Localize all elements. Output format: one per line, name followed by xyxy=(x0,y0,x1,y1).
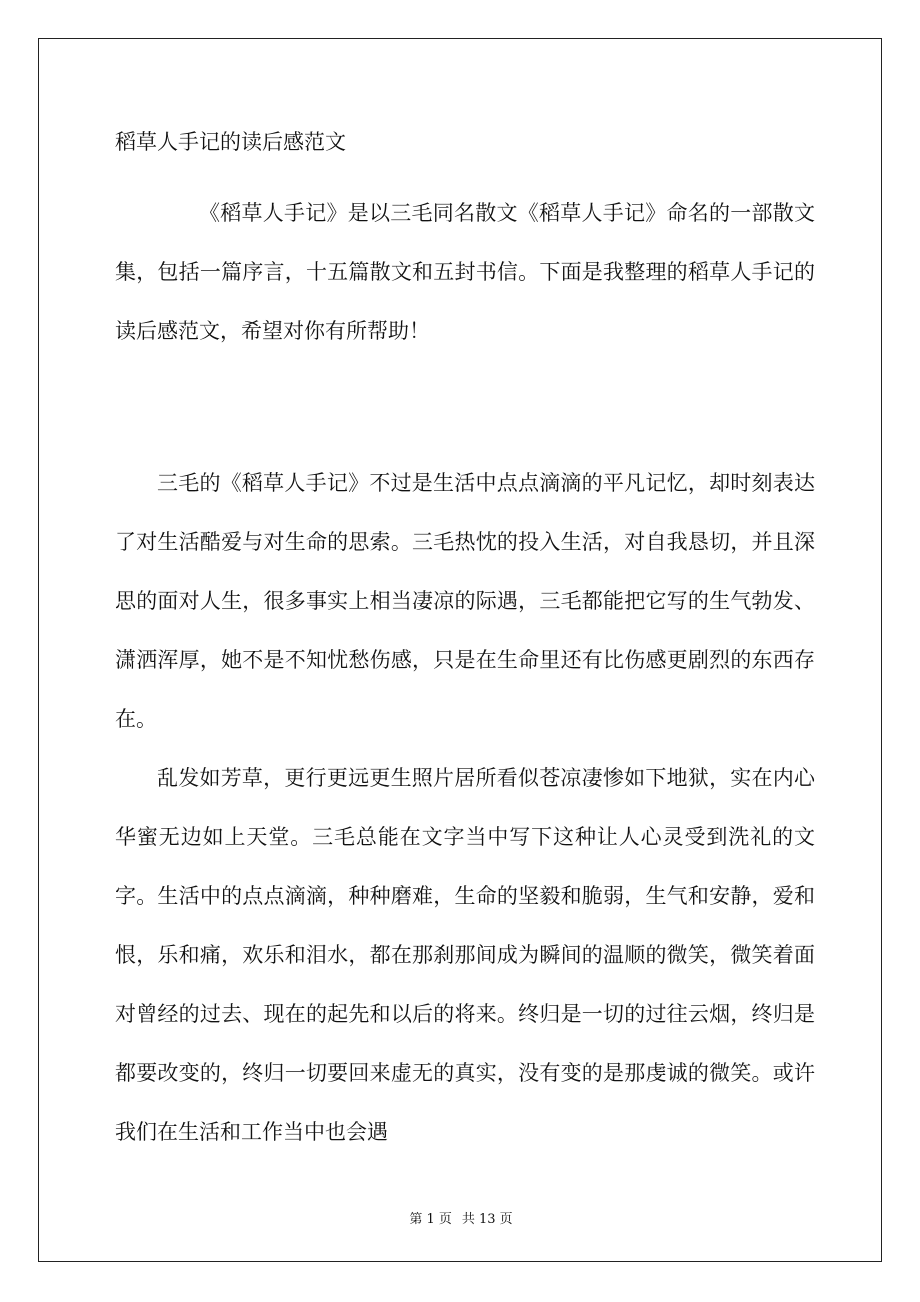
body-paragraph-2: 乱发如芳草，更行更远更生照片居所看似苍凉凄惨如下地狱，实在内心华蜜无边如上天堂。三毛总能在文字当中写下这种让人心灵受到洗礼的文字。生活中的点点滴滴，种种磨难，生命的坚毅和脆弱，生气和安静，爱和恨，乐和痛，欢乐和泪水，都在那刹那间成为瞬间的温顺的微笑，微笑着面对曾经的过去、现在的起先和以后的将来。终归是一切的过往云烟，终归是都要改变的，终归一切要回来虚无的真实，没有变的是那虔诚的微笑。或许我们在生活和工作当中也会遇 xyxy=(115,766,815,1144)
page-footer xyxy=(39,1211,883,1229)
body-paragraph-1: 三毛的《稻草人手记》不过是生活中点点滴滴的平凡记忆，却时刻表达了对生活酷爱与对生命的思索。三毛热忱的投入生活，对自我恳切，并且深思的面对人生，很多事实上相当凄凉的际遇，三毛都能把它写的生气勃发、潇洒浑厚，她不是不知忧愁伤感，只是在生命里还有比伤感更剧烈的东西存在。 xyxy=(115,471,815,731)
intro-paragraph: 《稻草人手记》是以三毛同名散文《稻草人手记》命名的一部散文集，包括一篇序言，十五篇散文和五封书信。下面是我整理的稻草人手记的读后感范文，希望对你有所帮助！ xyxy=(115,201,815,343)
page-total: 共 13 页 xyxy=(461,1212,513,1227)
page-number: 第 1 页 xyxy=(409,1212,452,1227)
document-title: 稻草人手记的读后感范文 xyxy=(115,130,346,154)
page-frame xyxy=(38,38,882,1262)
